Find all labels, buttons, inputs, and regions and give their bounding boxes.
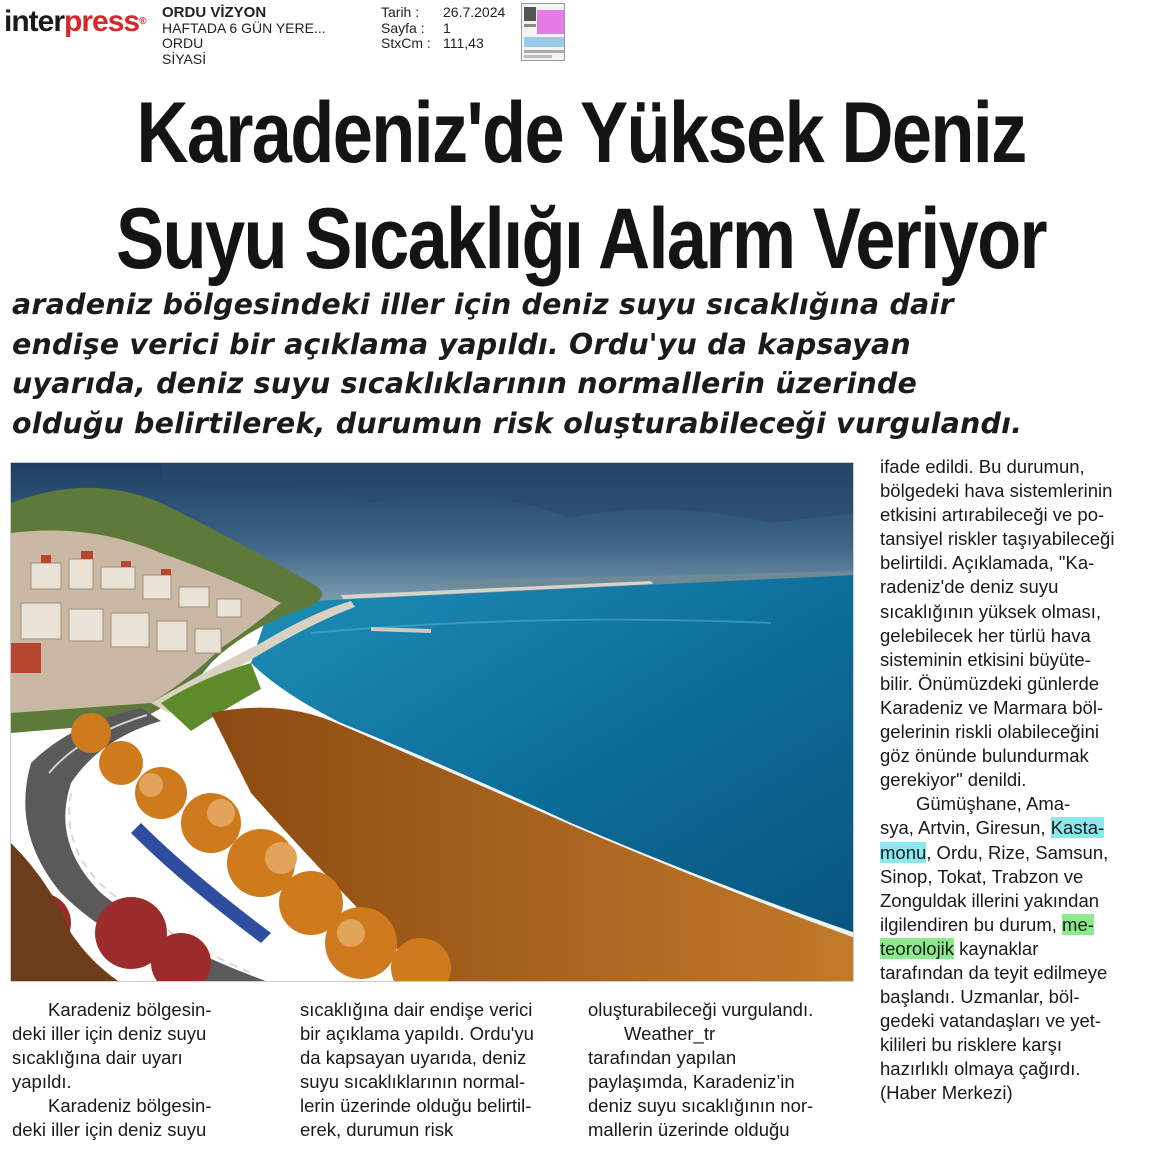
article-headline [93,80,1069,292]
article-source: (Haber Merkezi) [880,1082,1013,1104]
page-thumbnail[interactable] [521,3,565,61]
body-column-1: Karadeniz bölgesin- deki iller için deniz suyu sıcaklığına dair uyarı yapıldı. Karadeniz bölgesin- deki iller için deniz suyu [12,999,212,1141]
body-column-4: ifade edildi. Bu durumun, bölgedeki hava sistemlerinin etkisini artırabileceği ve po- tansiyel riskler taşıyabileceği belirtildi. Açıklamada, "Ka- radeniz'de deniz suyu sıcaklığının yüksek olması, gelebilecek her türlü hava sisteminin etkisini büyüte- bilir. Önümüzdeki günlerde Karadeniz ve Marmara böl- gelerinin riskli olabileceğini göz önünde bulundurmak gerekiyor" denildi. Gümüşhane, Ama- sya, Artvin, Giresun, Kasta- monu, Ordu, Rize, Samsun, Sinop, Tokat, Trabzon ve Zonguldak illerini yakından ilgilendiren bu durum, me- teorolojik kaynaklar tarafından da teyit edilmeye başlandı. Uzmanlar, böl- gedeki vatandaşları ve yet- kilileri bu risklere karşı hazırlıklı olmaya çağırdı. (Haber Merkezi) [880,455,1152,1106]
highlight-kastamonu-cont: monu [880,841,927,863]
body-column-2: sıcaklığına dair endişe verici bir açıklama yapıldı. Ordu'yu da kapsayan uyarıda, deniz suyu sıcaklıklarının normal- lerin üzerinde olduğu belirtil- erek, durumun risk [300,999,534,1141]
article-deck: aradeniz bölgesindeki iller için deniz suyu sıcaklığına dair endişe verici bir açıklama yapıldı. Ordu'yu da kapsayan uyarıda, deniz suyu sıcaklıklarının normallerin üzerinde olduğu belirtilerek, durumun risk oluşturabileceği vurgulandı. [12,288,1023,440]
body-column-3: oluşturabileceği vurgulandı. Weather_tr tarafından yapılan paylaşımda, Karadeniz’in deniz suyu sıcaklığının nor- mallerin üzerinde olduğu [588,999,814,1141]
publication-info [162,5,326,67]
publication-city: ORDU [162,35,204,51]
info-row-date: Tarih : 26.7.2024 [381,4,506,20]
publication-category: SİYASİ [162,50,207,67]
highlight-meteorolojik-cont: teorolojik [880,937,955,959]
coastal-city-photo [10,462,854,982]
highlight-meteorolojik: me- [1062,913,1094,935]
info-row-size: StxCm : 111,43 [381,35,484,51]
interpress-logo: interpress® [4,5,146,38]
headline-line-2: Suyu Sıcaklığı Alarm Veriyor [116,191,1046,287]
publication-frequency: HAFTADA 6 GÜN YERE... [162,19,326,36]
publication-name: ORDU VİZYON [162,4,267,21]
highlight-kastamonu: Kasta- [1050,817,1105,839]
clipping-info [381,5,513,52]
headline-line-1: Karadeniz'de Yüksek Deniz [136,85,1026,181]
info-row-page: Sayfa : 1 [381,19,451,36]
